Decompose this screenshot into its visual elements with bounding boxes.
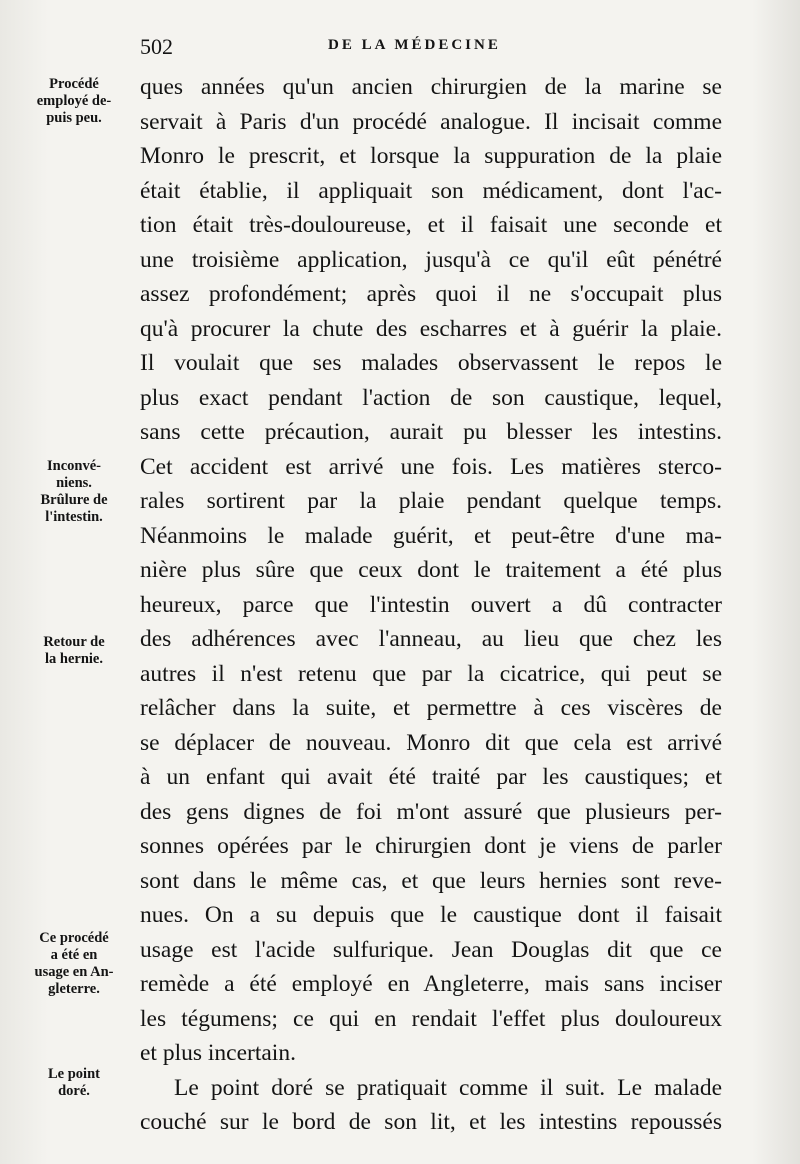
text-line: couché sur le bord de son lit, et les intestins repoussés [140,1109,722,1135]
margin-note-line: usage en An- [34,964,114,980]
text-line: nière plus sûre que ceux dont le traitement a été plus [140,557,722,583]
text-line: servait à Paris d'un procédé analogue. Il incisait comme [140,108,722,135]
text-line: plus exact pendant l'action de son caustique, lequel, [140,384,722,411]
page-header [140,34,720,60]
text-line: Monro le prescrit, et lorsque la suppuration de la plaie [140,143,722,169]
margin-note-retour-hernie [22,634,126,668]
text-line: qu'à procurer la chute des escharres et à guérir la plaie. [140,315,722,342]
margin-note-line: a été en [50,947,98,963]
text-line: Le point doré se pratiquait comme il suit. Le malade [174,1074,722,1101]
text-line: une troisième application, jusqu'à ce qu'il eût pénétré [140,246,722,273]
margin-note-line: Le point [48,1066,100,1082]
text-line: relâcher dans la suite, et permettre à ces viscères de [140,695,722,721]
bleed-through-decoration [26,424,126,454]
text-line: des gens dignes de foi m'ont assuré que plusieurs per- [140,798,722,825]
margin-note-line: gleterre. [48,981,100,997]
page-number: 502 [140,34,173,59]
text-line: rales sortirent par la plaie pendant quelque temps. [140,488,722,514]
body-text [140,70,722,1140]
text-line: usage est l'acide sulfurique. Jean Douglas dit que ce [140,936,722,963]
running-title: DE LA MÉDECINE [328,37,501,53]
text-line: Cet accident est arrivé une fois. Les matières sterco- [140,453,722,480]
margin-note-line: Inconvé- [47,458,101,474]
margin-note-point-dore [22,1066,126,1100]
margin-note-line: Ce procédé [39,930,109,946]
text-line: les tégumens; ce qui en rendait l'effet plus douloureux [140,1005,722,1032]
text-line: nues. On a su depuis que le caustique dont il faisait [140,902,722,928]
margin-note-line: Retour de [43,634,105,650]
margin-note-line: niens. [56,475,92,491]
text-line: à un enfant qui avait été traité par les caustiques; et [140,764,722,790]
text-line: heureux, parce que l'intestin ouvert a dû contracter [140,591,722,618]
text-line: des adhérences avec l'anneau, au lieu que chez les [140,626,722,652]
margin-note-procede-usage [22,930,126,998]
text-line: remède a été employé en Angleterre, mais sans inciser [140,971,722,997]
text-line: se déplacer de nouveau. Monro dit que cela est arrivé [140,729,722,756]
text-line: sonnes opérées par le chirurgien dont je viens de parler [140,833,722,859]
margin-note-line: la hernie. [45,651,103,667]
margin-note-line: Brûlure de [40,492,108,508]
margin-note-line: employé de- [36,93,112,109]
text-line: ques années qu'un ancien chirurgien de la marine se [140,74,722,100]
text-line: Néanmoins le malade guérit, et peut-être d'une ma- [140,522,722,549]
text-line: tion était très-douloureuse, et il faisait une seconde et [140,212,722,238]
text-line: était établie, il appliquait son médicament, dont l'ac- [140,177,722,204]
margin-note-procede-employe [22,76,126,127]
text-line: Il voulait que ses malades observassent le repos le [140,350,722,376]
margin-note-line: l'intestin. [45,509,103,525]
text-line: et plus incertain. [140,1040,296,1066]
margin-note-line: puis peu. [46,110,102,126]
text-line: sont dans le même cas, et que leurs hernies sont reve- [140,867,722,894]
margin-note-inconvenients [22,458,126,526]
text-line: sans cette précaution, aurait pu blesser les intestins. [140,419,722,445]
text-line: assez profondément; après quoi il ne s'occupait plus [140,281,722,307]
text-line: autres il n'est retenu que par la cicatrice, qui peut se [140,660,722,687]
margin-note-line: Procédé [49,76,99,92]
margin-note-line: doré. [58,1083,90,1099]
